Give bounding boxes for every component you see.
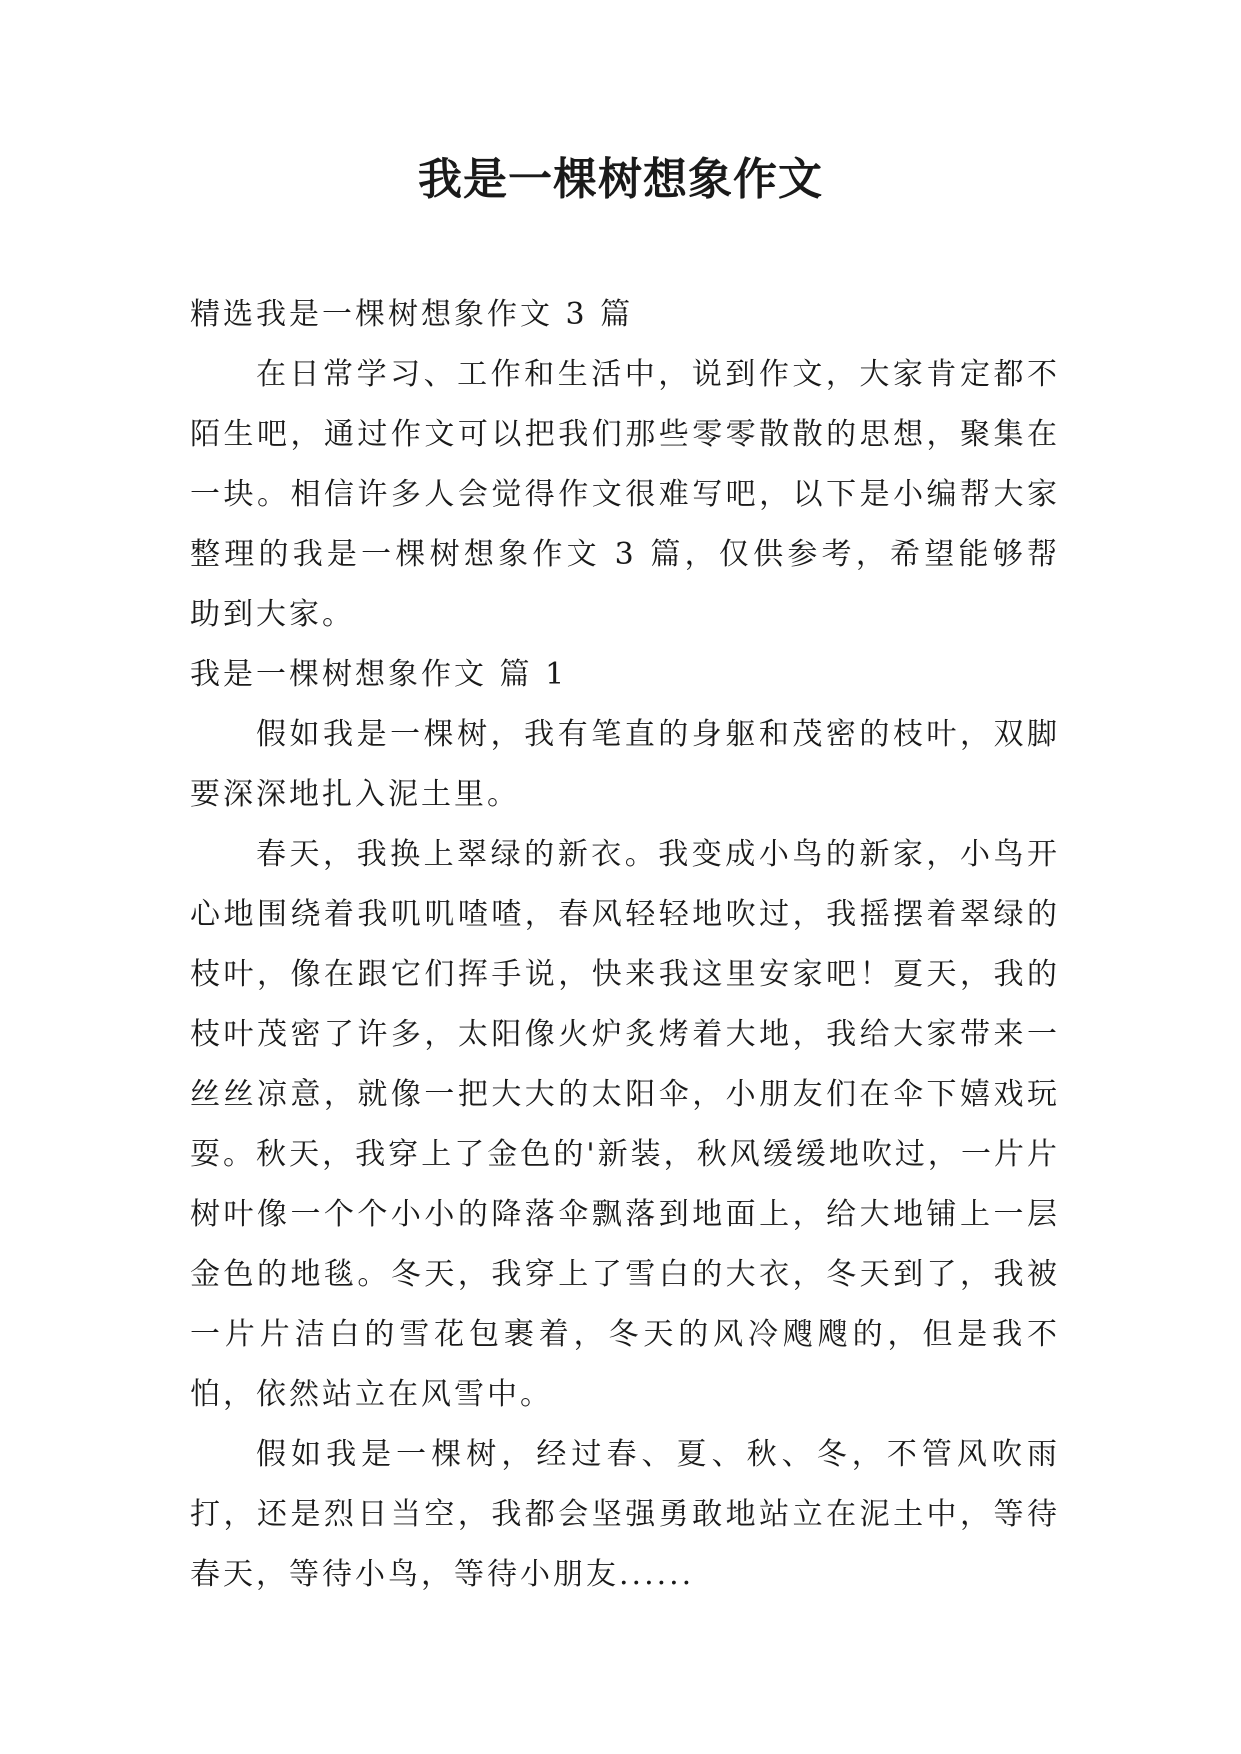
section-heading: 我是一棵树想象作文 篇 1 xyxy=(190,657,568,692)
intro-paragraph: 在日常学习、工作和生活中，说到作文，大家肯定都不陌生吧，通过作文可以把我们那些零零散散的思想，聚集在一块。相信许多人会觉得作文很难写吧，以下是小编帮大家整理的我是一棵树想象作文 3 篇，仅供参考，希望能够帮助到大家。 xyxy=(190,357,1060,632)
document-title: 我是一棵树想象作文 xyxy=(418,154,823,205)
body-paragraph: 春天，我换上翠绿的新衣。我变成小鸟的新家，小鸟开心地围绕着我叽叽喳喳，春风轻轻地吹过，我摇摆着翠绿的枝叶，像在跟它们挥手说，快来我这里安家吧！夏天，我的枝叶茂密了许多，太阳像火炉炙烤着大地，我给大家带来一丝丝凉意，就像一把大大的太阳伞，小朋友们在伞下嬉戏玩耍。秋天，我穿上了金色的'新装，秋风缓缓地吹过，一片片树叶像一个个小小的降落伞飘落到地面上，给大地铺上一层金色的地毯。冬天，我穿上了雪白的大衣，冬天到了，我被一片片洁白的雪花包裹着，冬天的风冷飕飕的，但是我不怕，依然站立在风雪中。 xyxy=(190,837,1060,1412)
subtitle-line: 精选我是一棵树想象作文 3 篇 xyxy=(190,297,634,332)
body-paragraph: 假如我是一棵树，我有笔直的身躯和茂密的枝叶，双脚要深深地扎入泥土里。 xyxy=(190,717,1060,812)
document-body xyxy=(190,285,1060,1605)
body-paragraph: 假如我是一棵树，经过春、夏、秋、冬，不管风吹雨打，还是烈日当空，我都会坚强勇敢地站立在泥土中，等待春天，等待小鸟，等待小朋友...... xyxy=(190,1437,1060,1592)
